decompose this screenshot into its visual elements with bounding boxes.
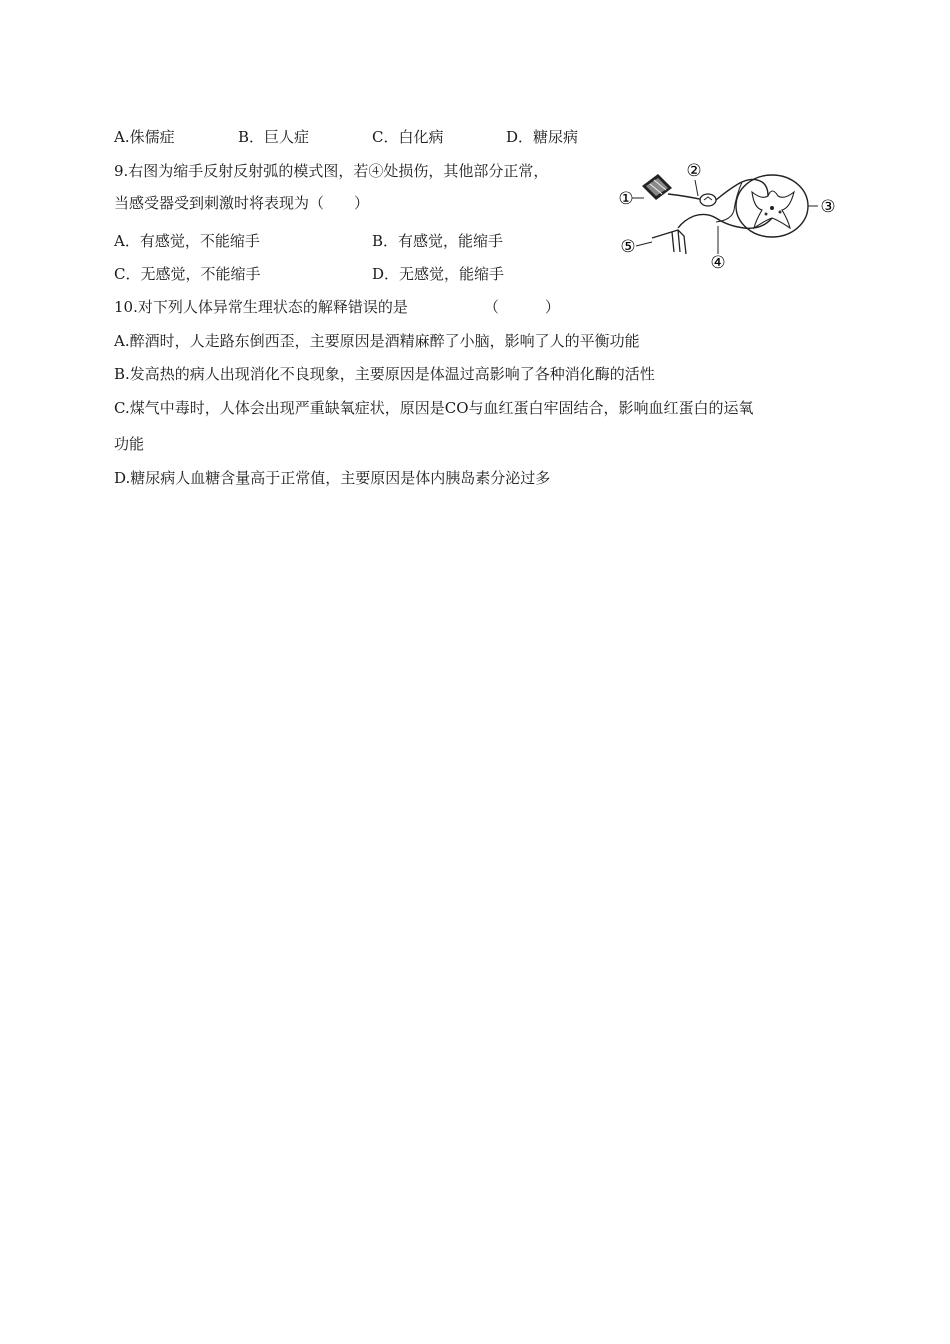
- q9-stem-line2: 当感受器受到刺激时将表现为（ ）: [114, 194, 370, 212]
- q9-option-b: B．有感觉，能缩手: [372, 232, 504, 250]
- effector-shape: [652, 230, 686, 254]
- sensory-nerve: [668, 194, 704, 200]
- answer-paren-open: （: [483, 298, 499, 316]
- diagram-label-3: ③: [820, 197, 836, 217]
- reflex-arc-diagram: [612, 156, 848, 274]
- diagram-label-5: ⑤: [620, 237, 636, 257]
- diagram-label-2: ②: [686, 161, 702, 181]
- q10-option-c-line2: 功能: [114, 435, 145, 453]
- q10-option-d: D.糖尿病人血糖含量高于正常值，主要原因是体内胰岛素分泌过多: [114, 469, 551, 487]
- q8-option-b: B．巨人症: [238, 128, 310, 146]
- q9-option-d: D．无感觉，能缩手: [372, 265, 505, 283]
- q10-option-b: B.发高热的病人出现消化不良现象，主要原因是体温过高影响了各种消化酶的活性: [114, 365, 655, 383]
- q8-option-a: A.侏儒症: [114, 128, 175, 146]
- q9-option-c: C．无感觉，不能缩手: [114, 265, 261, 283]
- q10-stem: 10.对下列人体异常生理状态的解释错误的是: [114, 298, 408, 316]
- q10-option-c-line1: C.煤气中毒时，人体会出现严重缺氧症状，原因是CO与血红蛋白牢固结合，影响血红蛋白的运氧: [114, 399, 754, 417]
- q9-option-a: A．有感觉，不能缩手: [114, 232, 260, 250]
- q8-option-d: D．糖尿病: [506, 128, 579, 146]
- q8-option-c: C．白化病: [372, 128, 444, 146]
- diagram-label-4: ④: [710, 253, 726, 273]
- q9-stem-line1: 9.右图为缩手反射反射弧的模式图，若④处损伤，其他部分正常，: [114, 162, 549, 180]
- q10-stem-row: [114, 297, 560, 317]
- diagram-label-1: ①: [618, 189, 634, 209]
- answer-paren-close: ）: [544, 298, 560, 316]
- receptor-shape: [642, 174, 672, 200]
- q10-option-a: A.醉酒时，人走路东倒西歪，主要原因是酒精麻醉了小脑，影响了人的平衡功能: [114, 332, 640, 350]
- ganglion: [700, 194, 716, 206]
